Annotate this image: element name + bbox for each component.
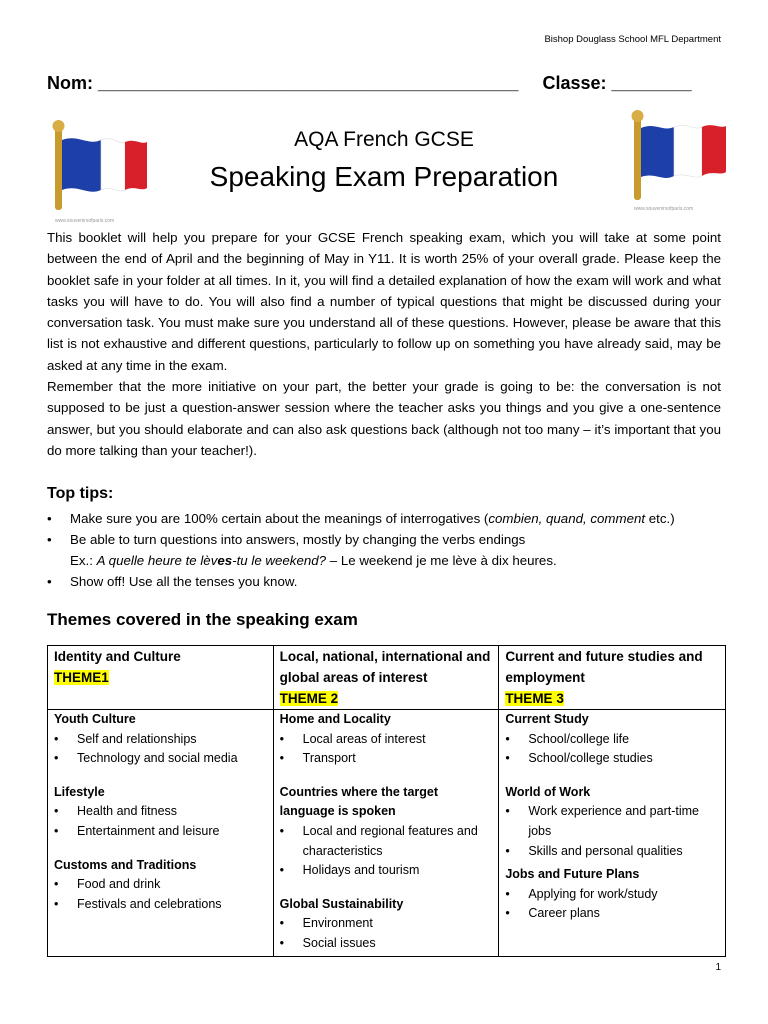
intro-paragraph-2: Remember that the more initiative on your part, the better your grade is going to be: the conversation is not supposed to be just a question-answer session where the teacher asks you things and you give a one-sentence answer, but you should elaborate and can also ask questions back (although not too many – it’s important that you do more talking than your teacher!). (47, 379, 721, 458)
bullet-icon: • (279, 863, 285, 878)
topic-list (54, 730, 267, 769)
topic-heading: Customs and Traditions (54, 857, 197, 872)
topic-heading: Global Sustainability (279, 896, 404, 911)
themes-content-row (48, 710, 726, 957)
themes-table (47, 645, 726, 957)
list-item: • Local areas of interest (280, 730, 493, 750)
document-title: Speaking Exam Preparation (209, 161, 559, 192)
bullet-icon: • (47, 532, 52, 547)
list-item: • Entertainment and leisure (54, 822, 267, 842)
list-item: • Health and fitness (54, 802, 267, 822)
list-item: • Food and drink (54, 875, 267, 895)
name-class-form-line (47, 73, 721, 94)
bullet-icon: • (54, 823, 59, 838)
topic-heading: Youth Culture (54, 712, 136, 726)
bullet-icon: • (279, 751, 285, 766)
bullet-icon: • (505, 906, 510, 921)
bullet-icon: • (279, 935, 285, 950)
theme-content-cell (48, 710, 274, 957)
intro-text (47, 227, 721, 461)
themes-heading: Themes covered in the speaking exam (47, 610, 358, 629)
topic-list (505, 730, 719, 769)
bullet-icon: • (505, 804, 510, 819)
bullet-icon: • (54, 751, 59, 766)
list-item: • Transport (280, 749, 493, 769)
interrogatives-examples: combien, quand, comment (488, 511, 646, 526)
bullet-icon: • (279, 731, 285, 746)
theme-tag: THEME 3 (505, 691, 564, 706)
list-item: • Work experience and part-time jobs (505, 804, 699, 838)
bullet-icon: • (505, 886, 510, 901)
topic-list (54, 875, 267, 914)
bullet-icon: • (47, 574, 52, 589)
bullet-icon: • (54, 804, 59, 819)
list-item: • Technology and social media (54, 749, 267, 769)
bullet-icon: • (279, 823, 285, 838)
classe-field-label: Classe: ________ (542, 73, 692, 93)
course-title: AQA French GCSE (294, 128, 474, 151)
tip-item: • Make sure you are 100% certain about the meanings of interrogatives (combien, quand, comment etc.) (47, 508, 721, 529)
theme-content-cell (499, 710, 726, 957)
bullet-icon: • (505, 843, 510, 858)
theme-tag: THEME1 (54, 670, 109, 685)
list-item: • Social issues (280, 934, 493, 954)
list-item: • Environment (280, 914, 493, 934)
list-item: • Career plans (505, 904, 719, 924)
list-item: • School/college studies (505, 749, 719, 769)
intro-paragraph-1: This booklet will help you prepare for your GCSE French speaking exam, which you will take at some point between the end of April and the beginning of May in Y11. It is worth 25% of your overall grade. Please keep the booklet safe in your folder at all times. In it, you will find a detailed explanation of how the exam will work and what tasks you will have to do. You will also find a number of typical questions that might be discussed during your conversation task. You must make sure you understand all of these questions. However, please be aware that this list is not exhaustive and different questions, particularly to follow up on something you have already said, may be asked at any time in the exam. (47, 230, 721, 373)
theme-content-cell (273, 710, 499, 957)
theme-header-cell: Local, national, international and global areas of interest THEME 2 (273, 646, 499, 710)
topic-heading: Lifestyle (54, 784, 105, 799)
bullet-icon: • (279, 916, 285, 931)
topic-heading: Jobs and Future Plans (505, 867, 640, 882)
list-item: • Skills and personal qualities (505, 842, 719, 862)
topic-list (280, 730, 493, 769)
page-number: 1 (715, 962, 721, 973)
topic-heading: World of Work (505, 784, 591, 799)
list-item: • School/college life (505, 730, 719, 750)
top-tips-list (47, 508, 721, 592)
bullet-icon: • (54, 731, 59, 746)
bullet-icon: • (54, 877, 59, 892)
themes-header-row (48, 646, 726, 710)
topic-list (505, 885, 719, 924)
topic-list (280, 822, 493, 881)
bullet-icon: • (505, 751, 510, 766)
bullet-icon: • (54, 896, 59, 911)
tip-item: • Be able to turn questions into answers, mostly by changing the verbs endings Ex.: A quelle heure te lèves-tu le weekend? – Le weekend je me lève à dix heures. (47, 529, 721, 571)
flag-caption-right: www.souvenirsofparis.com (634, 206, 694, 212)
top-tips-heading: Top tips: (47, 485, 114, 502)
theme-tag: THEME 2 (279, 691, 339, 706)
topic-heading: Current Study (505, 712, 589, 726)
nom-field-label: Nom: __________________________________________ (47, 73, 519, 93)
flag-caption-left: www.souvenirsofparis.com (55, 218, 115, 224)
list-item: • Holidays and tourism (280, 861, 493, 881)
topic-list (54, 802, 267, 841)
bullet-icon: • (505, 731, 510, 746)
topic-heading: Countries where the target language is spoken (279, 784, 439, 819)
topic-heading: Home and Locality (279, 712, 391, 726)
tip-item: • Show off! Use all the tenses you know. (47, 571, 721, 592)
title-block (0, 126, 768, 198)
school-department-header: Bishop Douglass School MFL Department (544, 34, 721, 45)
list-item: • Self and relationships (54, 730, 267, 750)
list-item: • Applying for work/study (505, 885, 719, 905)
list-item: • Festivals and celebrations (54, 895, 267, 915)
topic-list (505, 802, 719, 861)
list-item: • Local and regional features and characteristics (279, 823, 478, 858)
theme-header-cell: Current and future studies and employment THEME 3 (499, 646, 726, 710)
bullet-icon: • (47, 511, 52, 526)
theme-header-cell: Identity and Culture THEME1 (48, 646, 274, 710)
topic-list (280, 914, 493, 953)
example-label: Ex.: (70, 553, 97, 568)
